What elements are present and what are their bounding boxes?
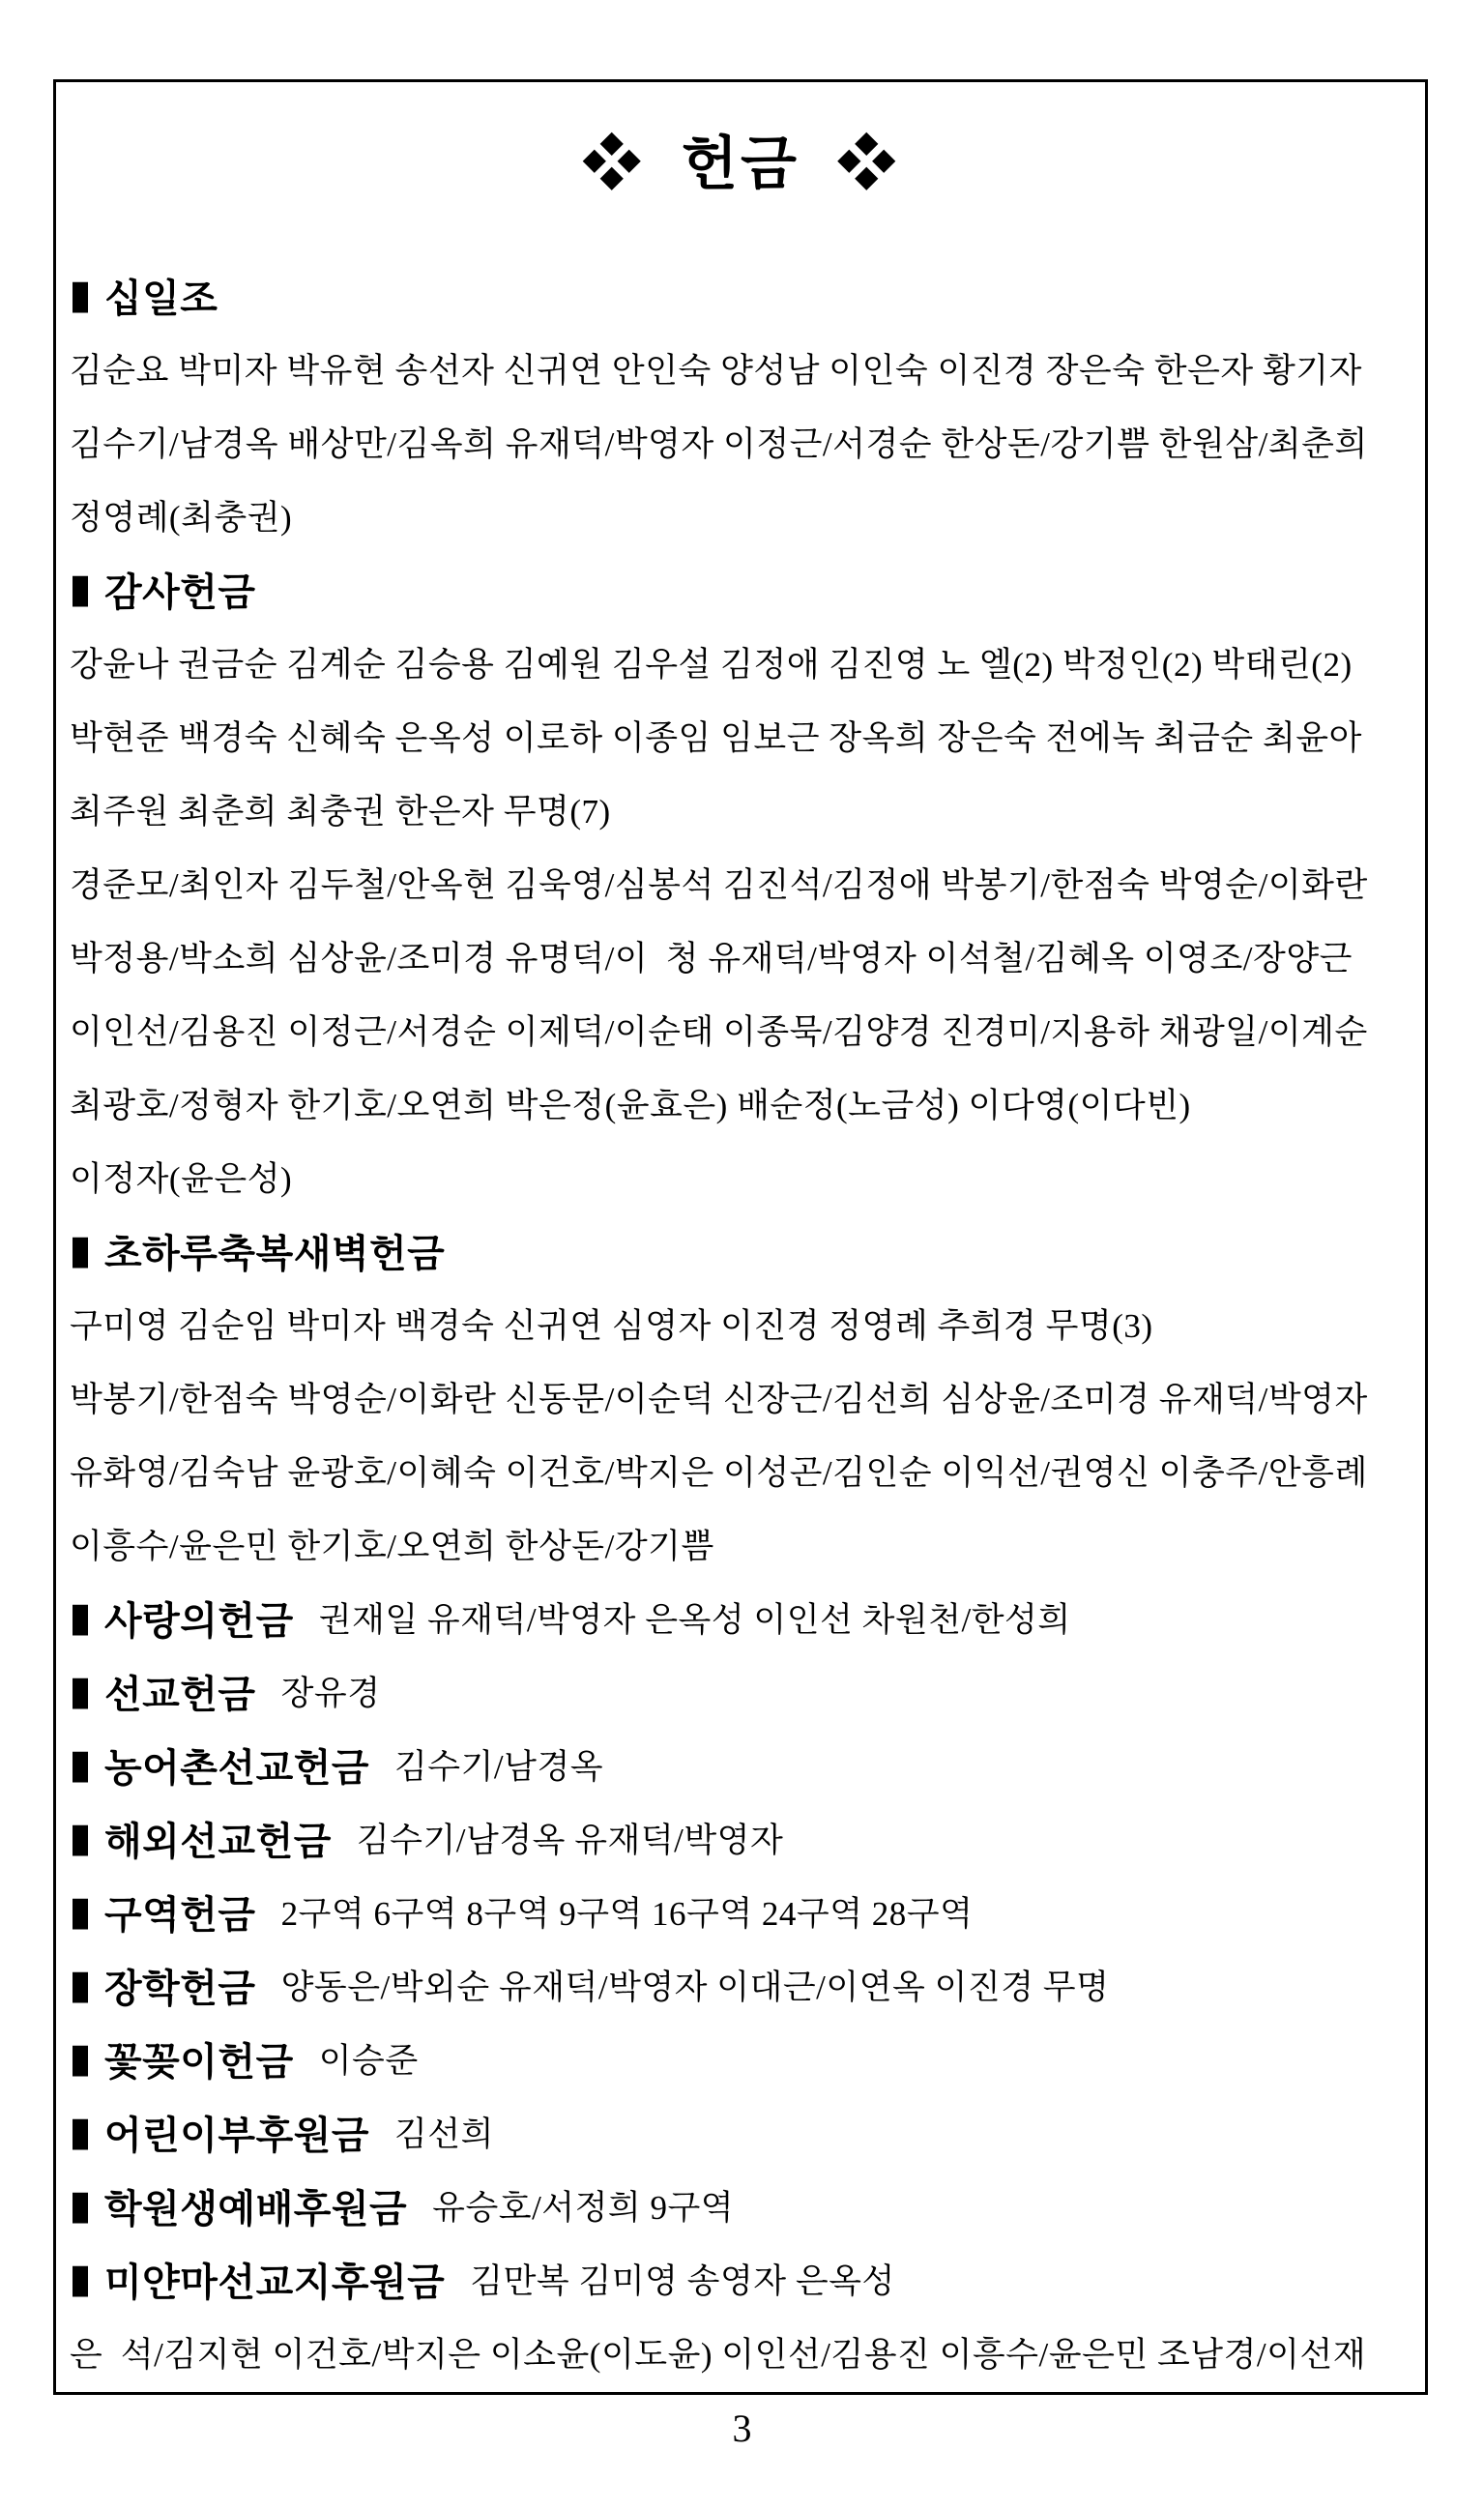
section-header-tithe <box>70 258 1411 332</box>
donor-line <box>70 1066 1411 1140</box>
section-header-overseas-mission-offering <box>70 1801 1411 1875</box>
section-bullet-icon: ▮ <box>70 568 92 610</box>
section-label: 초하루축복새벽헌금 <box>104 1232 446 1275</box>
section-header-student-worship-support <box>70 2169 1411 2242</box>
title-gap <box>70 218 1411 258</box>
donor-names: 강윤나 권금순 김계순 김승용 김예원 김우설 김정애 김진영 노 엘(2) 박정인(2) 박태린(2) <box>70 646 1353 684</box>
section-label: 해외선교헌금 <box>104 1820 332 1863</box>
section-label: 농어촌선교헌금 <box>104 1746 369 1790</box>
donor-line <box>70 479 1411 552</box>
section-header-myanmar-mission-support <box>70 2242 1411 2316</box>
section-bullet-icon: ▮ <box>70 2258 92 2300</box>
page-title: ❖ 헌금 ❖ <box>582 131 899 196</box>
donor-names: 이인선/김용진 이정근/서경순 이제덕/이순태 이종묵/김양경 진경미/지용하 채광일/이계순 <box>70 1013 1368 1051</box>
section-label: 어린이부후원금 <box>104 2114 369 2157</box>
section-bullet-icon: ▮ <box>70 2111 92 2153</box>
donor-line <box>70 1360 1411 1434</box>
donor-line <box>70 2316 1411 2389</box>
donor-names: 유승호/서정희 9구역 <box>432 2189 735 2227</box>
section-label: 학원생예배후원금 <box>104 2187 408 2231</box>
section-label: 미얀마선교지후원금 <box>104 2261 446 2304</box>
donor-line <box>70 1140 1411 1213</box>
donor-line <box>70 773 1411 846</box>
donor-line <box>70 1507 1411 1581</box>
donor-names: 김선희 <box>394 2115 494 2153</box>
section-header-love-offering <box>70 1581 1411 1654</box>
page-number: 3 <box>732 2407 752 2450</box>
donor-line <box>70 993 1411 1066</box>
donor-line <box>70 405 1411 479</box>
donor-line <box>70 699 1411 773</box>
donor-line <box>70 919 1411 993</box>
donor-names: 김수기/남경옥 유재덕/박영자 <box>356 1822 784 1859</box>
donor-names: 장유경 <box>280 1675 381 1712</box>
content-frame <box>53 79 1428 2395</box>
section-bullet-icon: ▮ <box>70 1670 92 1712</box>
donor-names: 이정자(윤은성) <box>70 1160 293 1198</box>
donor-names: 은 석/김지현 이건호/박지은 이소윤(이도윤) 이인선/김용진 이흥수/윤은민 조남경/이선재 <box>70 2336 1367 2374</box>
donor-names: 김만복 김미영 송영자 은옥성 <box>470 2262 895 2300</box>
section-bullet-icon: ▮ <box>70 2184 92 2227</box>
donor-names: 김수기/남경옥 배상만/김옥희 유재덕/박영자 이정근/서경순 한상돈/강기쁨 한원삼/최춘희 <box>70 425 1368 463</box>
donor-names: 박정용/박소희 심상윤/조미경 유명덕/이 청 유재덕/박영자 이석철/김혜옥 이영조/장양근 <box>70 940 1353 977</box>
section-label: 구역헌금 <box>104 1893 256 1937</box>
section-header-flower-offering <box>70 2022 1411 2095</box>
section-header-first-day-dawn-offering <box>70 1213 1411 1287</box>
section-label: 십일조 <box>104 277 218 320</box>
donor-names: 정영례(최충권) <box>70 499 293 537</box>
donor-names: 2구역 6구역 8구역 9구역 16구역 24구역 28구역 <box>280 1895 974 1933</box>
section-bullet-icon: ▮ <box>70 1817 92 1859</box>
section-header-mission-offering <box>70 1654 1411 1728</box>
donor-names: 경준모/최인자 김두철/안옥현 김욱영/심봉석 김진석/김정애 박봉기/한점숙 박영순/이화란 <box>70 866 1368 904</box>
section-header-children-dept-support <box>70 2095 1411 2169</box>
section-label: 선교헌금 <box>104 1673 256 1716</box>
donor-names: 권재일 유재덕/박영자 은옥성 이인선 차원천/한성희 <box>318 1601 1071 1639</box>
donor-names: 김순요 박미자 박유현 송선자 신귀연 안인숙 양성남 이인숙 이진경 장은숙 한은자 황기자 <box>70 352 1362 390</box>
donor-names: 최광호/정형자 한기호/오연희 박은정(윤효은) 배순정(노금성) 이다영(이다빈) <box>70 1087 1191 1124</box>
donor-names: 김수기/남경옥 <box>394 1748 604 1786</box>
section-bullet-icon: ▮ <box>70 1229 92 1271</box>
section-label: 사랑의헌금 <box>104 1599 294 1643</box>
donor-names: 구미영 김순임 박미자 백경숙 신귀연 심영자 이진경 정영례 추희경 무명(3) <box>70 1307 1153 1345</box>
section-header-scholarship-offering <box>70 1948 1411 2022</box>
section-label: 꽃꽂이헌금 <box>104 2040 294 2084</box>
section-bullet-icon: ▮ <box>70 2037 92 2080</box>
section-header-rural-mission-offering <box>70 1728 1411 1801</box>
donor-line <box>70 1434 1411 1507</box>
donor-names: 이승준 <box>318 2042 419 2080</box>
donor-line <box>70 626 1411 699</box>
section-label: 장학헌금 <box>104 1967 256 2010</box>
section-header-thanksgiving <box>70 552 1411 626</box>
donor-line <box>70 332 1411 405</box>
section-label: 감사헌금 <box>104 570 256 614</box>
section-bullet-icon: ▮ <box>70 274 92 316</box>
donor-names: 최주원 최춘희 최충권 한은자 무명(7) <box>70 793 611 831</box>
section-bullet-icon: ▮ <box>70 1890 92 1933</box>
donor-names: 양동은/박외순 유재덕/박영자 이대근/이연옥 이진경 무명 <box>280 1969 1110 2006</box>
section-bullet-icon: ▮ <box>70 1596 92 1639</box>
donor-line <box>70 846 1411 919</box>
donor-names: 유화영/김숙남 윤광호/이혜숙 이건호/박지은 이성곤/김인순 이익선/권영신 이충주/안흥례 <box>70 1454 1368 1492</box>
donor-line <box>70 1287 1411 1360</box>
donor-names: 이흥수/윤은민 한기호/오연희 한상돈/강기쁨 <box>70 1528 714 1565</box>
section-header-district-offering <box>70 1875 1411 1948</box>
section-bullet-icon: ▮ <box>70 1743 92 1786</box>
donor-names: 박현준 백경숙 신혜숙 은옥성 이로하 이종임 임보근 장옥희 장은숙 전에녹 최금순 최윤아 <box>70 719 1362 757</box>
donor-names: 박봉기/한점숙 박영순/이화란 신동문/이순덕 신장근/김선희 심상윤/조미경 유재덕/박영자 <box>70 1381 1368 1418</box>
section-bullet-icon: ▮ <box>70 1964 92 2006</box>
